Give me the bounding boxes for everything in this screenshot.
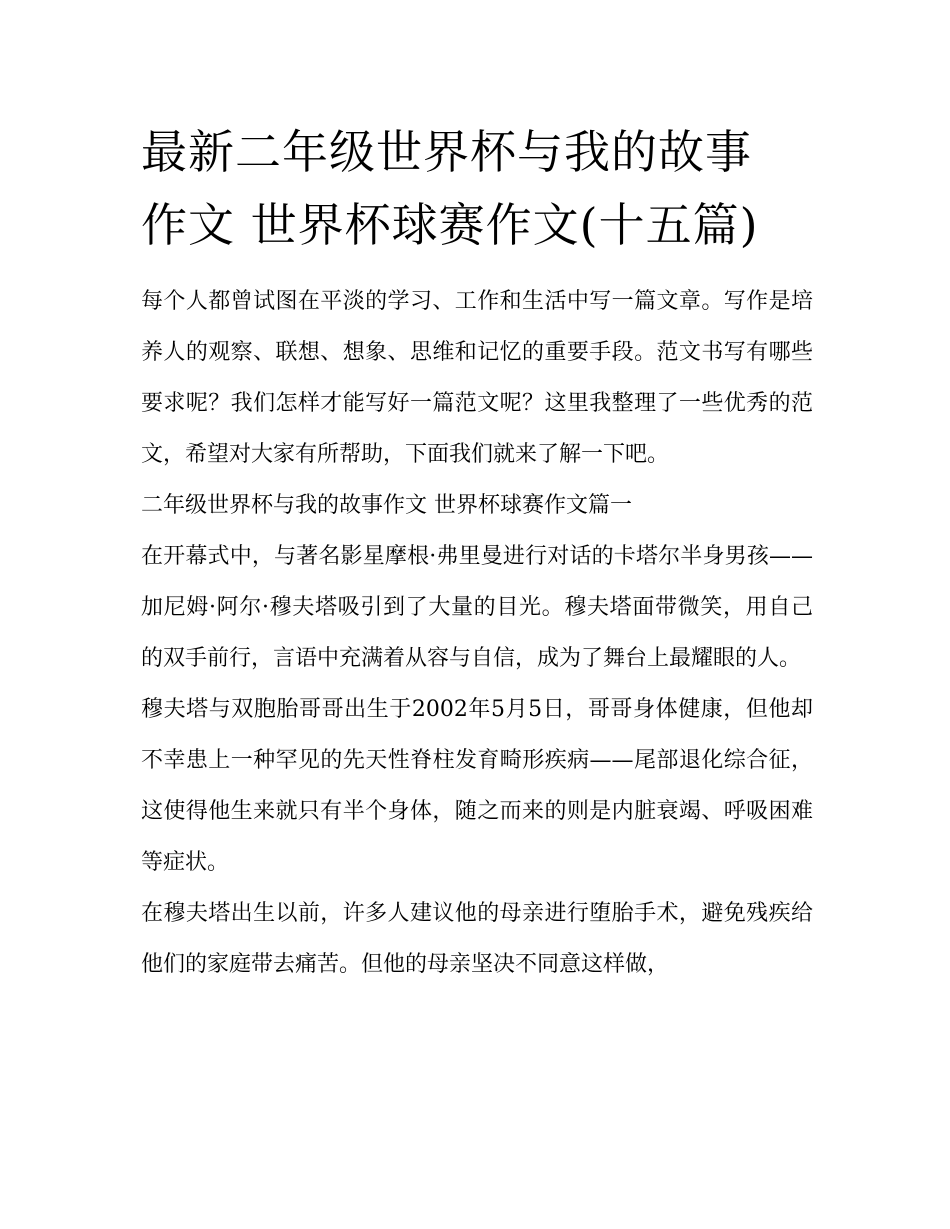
section-heading: 二年级世界杯与我的故事作文 世界杯球赛作文篇一	[141, 493, 632, 518]
document-title: 最新二年级世界杯与我的故事 作文 世界杯球赛作文(十五篇)	[141, 125, 759, 252]
document-body	[141, 116, 813, 990]
body-paragraph-2: 穆夫塔与双胞胎哥哥出生于2002年5月5日，哥哥身体健康，但他却不幸患上一种罕见的先天性脊柱发育畸形疾病——尾部退化综合征，这使得他生来就只有半个身体，随之而来的则是内脏衰竭、呼吸困难等症状。	[141, 697, 814, 875]
body-paragraph-3: 在穆夫塔出生以前，许多人建议他的母亲进行堕胎手术，避免残疾给他们的家庭带去痛苦。但他的母亲坚决不同意这样做，	[141, 901, 813, 977]
intro-paragraph: 每个人都曾试图在平淡的学习、工作和生活中写一篇文章。写作是培养人的观察、联想、想象、思维和记忆的重要手段。范文书写有哪些要求呢？我们怎样才能写好一篇范文呢？这里我整理了一些优秀的范文，希望对大家有所帮助，下面我们就来了解一下吧。	[141, 289, 813, 467]
body-paragraph-1: 在开幕式中，与著名影星摩根·弗里曼进行对话的卡塔尔半身男孩——加尼姆·阿尔·穆夫塔吸引到了大量的目光。穆夫塔面带微笑，用自己的双手前行，言语中充满着从容与自信，成为了舞台上最耀眼的人。	[141, 544, 813, 671]
